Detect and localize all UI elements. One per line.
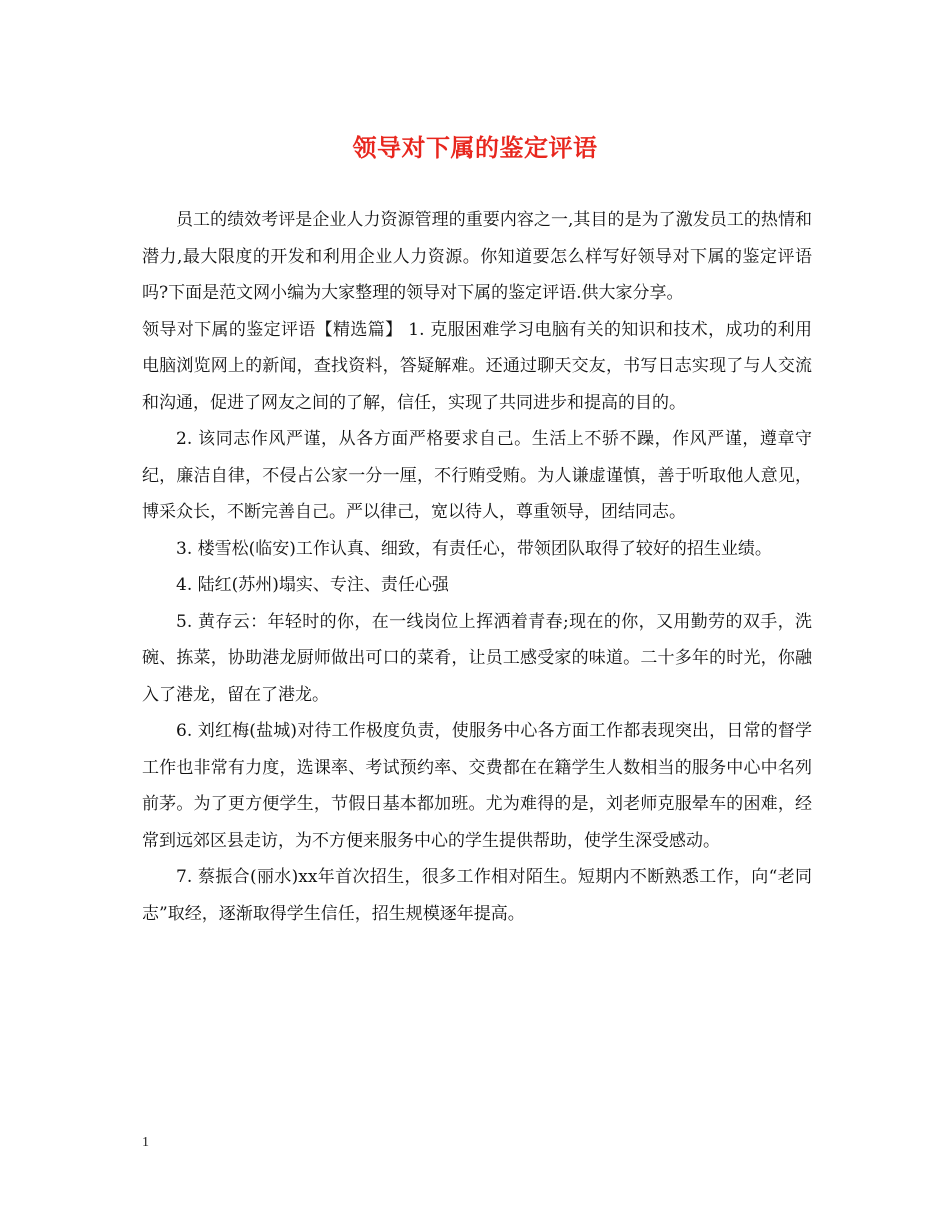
comment-paragraph-6: 6. 刘红梅(盐城)对待工作极度负责，使服务中心各方面工作都表现突出，日常的督学工作也非常有力度，选课率、考试预约率、交费都在在籍学生人数相当的服务中心中名列前茅。为了更方便学生，节假日基本都加班。尤为难得的是，刘老师克服晕车的困难，经常到远郊区县走访，为不方便来服务中心的学生提供帮助，使学生深受感动。 [142, 721, 812, 851]
comment-paragraph-7: 7. 蔡振合(丽水)xx年首次招生，很多工作相对陌生。短期内不断熟悉工作，向“老同志”取经，逐渐取得学生信任，招生规模逐年提高。 [142, 867, 812, 924]
comment-paragraph-2: 2. 该同志作风严谨，从各方面严格要求自己。生活上不骄不躁，作风严谨，遵章守纪，廉洁自律，不侵占公家一分一厘，不行贿受贿。为人谦虚谨慎，善于听取他人意见，博采众长，不断完善自己。严以律己，宽以待人，尊重领导，团结同志。 [142, 429, 812, 522]
comment-paragraph-5: 5. 黄存云：年轻时的你，在一线岗位上挥洒着青春;现在的你，又用勤劳的双手，洗碗、拣菜，协助港龙厨师做出可口的菜肴，让员工感受家的味道。二十多年的时光，你融入了港龙，留在了港龙。 [142, 611, 812, 705]
document-title: 领导对下属的鉴定评语 [352, 133, 598, 162]
comment-paragraph-3: 3. 楼雪松(临安)工作认真、细致，有责任心，带领团队取得了较好的招生业绩。 [176, 538, 772, 559]
page-number: 1 [142, 1135, 149, 1150]
document-body [142, 202, 812, 932]
section-heading-paragraph: 领导对下属的鉴定评语【精选篇】 1. 克服困难学习电脑有关的知识和技术，成功的利用电脑浏览网上的新闻，查找资料，答疑解难。还通过聊天交友，书写日志实现了与人交流和沟通，促进了网友之间的了解，信任，实现了共同进步和提高的目的。 [142, 319, 812, 413]
intro-paragraph: 员工的绩效考评是企业人力资源管理的重要内容之一,其目的是为了激发员工的热情和潜力,最大限度的开发和利用企业人力资源。你知道要怎么样写好领导对下属的鉴定评语吗?下面是范文网小编为大家整理的领导对下属的鉴定评语.供大家分享。 [142, 210, 812, 303]
comment-paragraph-4: 4. 陆红(苏州)塌实、专注、责任心强 [176, 575, 449, 595]
